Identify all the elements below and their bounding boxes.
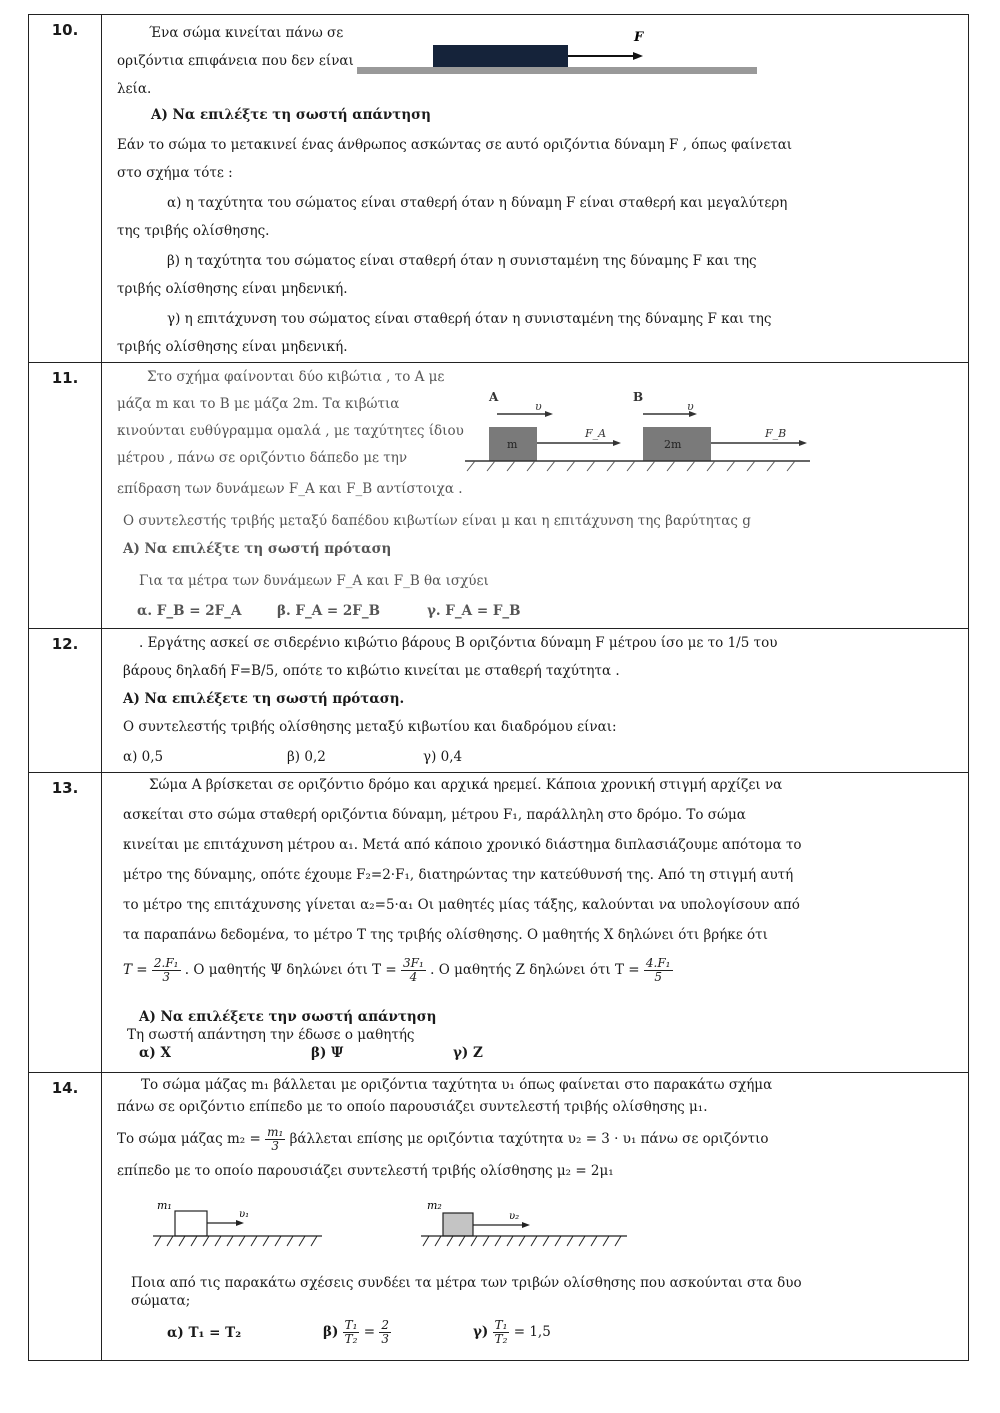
rough-surface <box>357 67 757 74</box>
fraction: $\frac{\text{3F₁}}{4}$ <box>403 956 424 984</box>
m2-label: m₂ <box>427 1199 442 1212</box>
question-number: 10. <box>51 21 79 39</box>
row-divider <box>29 628 968 629</box>
exercise-table: 10. Ένα σώμα κινείται πάνω σε οριζόντια επιφάνεια που δεν είναι λεία. F Α) Να επιλέξτε τη σωστή απάντηση Εάν το σώμα το μετακινεί ένας άνθρωπος ασκώντας σε αυτό οριζόντια δύναμη F , όπως φαίνεται στο σχήμα τότε : α) η ταχύτητα του σώματος είναι σταθερή όταν η δύναμη F είναι σταθερή και μεγαλύτερη της τριβής ολίσθησης. β) η ταχύτητα του σώματος είναι σταθερή όταν η συνισταμένη της δύναμης F και της τριβής ολίσθησης είναι μηδενική. γ) η επιτάχυνση του σώματος είναι σταθερή όταν η συνισταμένη της δύναμης F και της τριβής ολίσθησης είναι μηδενική. 11. Στο σχήμα φαίνονται δύο κιβώτια , το Α με μάζα m και το Β με μάζα 2m. Τα κιβώτια κινούνται ευθύγραμμα ομαλά , με ταχύτητες ίδιου μέτρου , πάνω σε οριζόντιο δάπεδο με την επίδραση των δυνάμεων F_A και F_B αντίστοιχα . A B υ υ m F_A 2m F_B Ο συντελεστής τριβής μεταξύ δαπέδου κιβωτίων είναι μ και η επιτάχυνση της βαρύτητας g Α) Να επιλέξτε τη σωστή πρόταση Για τα μέτρα των δυνάμεων F_A και F_B θα ισχύει α. F_B = 2F_A β. F_A = 2F_B γ. F_A = F_B 12. . Εργάτης ασκεί σε σιδερένιο κιβώτιο βάρους B οριζόντια δύναμη F μέτρου ίσο με το 1/5 του βάρους δηλαδή F=B/5, οπότε το κιβώτιο κινείται με σταθερή ταχύτητα . Α) Να επιλέξετε τη σωστή πρόταση. Ο συντελεστής τριβής ολίσθησης μεταξύ κιβωτίου και διαδρόμου είναι: α) 0,5 β) 0,2 γ) 0,4 13. Σώμα Α βρίσκεται σε οριζόντιο δρόμο και αρχικά ηρεμεί. Κάποια χρονική στιγμή αρχίζει να ασκείται στο σώμα σταθερή οριζόντια δύναμη, μέτρου F₁, παράλληλη στο δρόμο. Το σώμα κινείται με επιτάχυνση μέτρου α₁. Μετά από κάποιο χρονικό διάστημα διπλασιάζουμε απότομα το μέτρο της δύναμης, οπότε έχουμε F₂=2·F₁, διατηρώντας την κατεύθυνσή της. Από τη στιγμή αυτή το μέτρο της επιτάχυνσης γίνεται α₂=5·α₁ Οι μαθητές μίας τάξης, καλούνται να υπολογίσουν από τα παραπάνω δεδομένα, το μέτρο Τ της τριβής ολίσθησης. Ο μαθητής Χ δηλώνει ότι βρήκε ότι T = $\frac{\text{2.F₁}}{3}$ . Ο μαθητής Ψ δηλώνει ότι T = $\frac{\text{3F₁}}{4}$ . Ο μαθητής Ζ δηλώνει ότι T = $\frac{\text{4.F₁}}{5}$ Α) Να επιλέξετε την σωστή απάντηση Τη σωστή απάντηση την έδωσε ο μαθητής α) Χ β) Ψ γ) Ζ 14. Το σώμα μάζας m₁ βάλλεται με οριζόντια ταχύτητα υ₁ όπως φαίνεται στο παρακάτω σχήμα πάνω σε οριζόντιο επίπεδο με το οποίο παρουσιάζει συντελεστή τριβής ολίσθησης μ₁. Το σώμα μάζας m₂ = $\frac{\text{m₁}}{3}$ βάλλεται επίσης με οριζόντια ταχύτητα υ₂ = 3 · υ₁ πάνω σε οριζόντιο επίπεδο με το οποίο παρουσιάζει συντελεστή τριβής ολίσθησης μ₂ = 2μ₁ m₁ υ₁ m₂ υ₂ Ποια από τις παρακάτω σχέσεις συνδέει τα μέτρα των τριβών ολίσθησης που ασκούνται στα δυο σώματα; α) T₁ = T₂ β) $\frac{\text{T₁}}{\text{T₂}}$ = $\frac{2}{3}$ γ) $\frac{\text{T₁}}{\text{T₂}}$ = 1,5 <box>28 14 969 1361</box>
fraction: $\frac{\text{4.F₁}}{5}$ <box>645 956 671 984</box>
fraction: $\frac{\text{T₁}}{\text{T₂}}$ <box>494 1318 508 1346</box>
two-boxes-figure <box>465 385 865 495</box>
force-arrowhead <box>633 52 643 60</box>
force-label-a: F_A <box>585 427 607 440</box>
column-divider <box>101 15 102 1360</box>
force-label-b: F_B <box>765 427 787 440</box>
label-b: B <box>633 390 644 404</box>
question-number: 12. <box>51 635 79 653</box>
question-number: 13. <box>51 779 79 797</box>
row-divider <box>29 1072 968 1073</box>
block <box>433 45 568 67</box>
row-divider <box>29 772 968 773</box>
question-number: 11. <box>51 369 79 387</box>
fraction: $\frac{\text{2.F₁}}{3}$ <box>153 956 179 984</box>
option-b: β) $\frac{\text{T₁}}{\text{T₂}}$ = $\frac{2}{3}$ <box>323 1318 390 1346</box>
box-b-mass: 2m <box>664 438 682 451</box>
fraction: $\frac{\text{T₁}}{\text{T₂}}$ <box>344 1318 358 1346</box>
option-c: γ) $\frac{\text{T₁}}{\text{T₂}}$ = 1,5 <box>473 1318 551 1346</box>
v2-label: υ₂ <box>509 1211 520 1222</box>
v1-label: υ₁ <box>239 1209 250 1220</box>
fraction: $\frac{2}{3}$ <box>381 1318 390 1346</box>
ground-hatch <box>467 461 795 471</box>
label-a: A <box>489 390 499 404</box>
row-divider <box>29 362 968 363</box>
fraction: $\frac{\text{m₁}}{3}$ <box>267 1125 284 1153</box>
answers-line: T = $\frac{\text{2.F₁}}{3}$ . Ο μαθητής Ψ δηλώνει ότι T = $\frac{\text{3F₁}}{4}$ . Ο μαθητής Ζ δηλώνει ότι T = $\frac{\text{4.F₁}}{5}$ <box>123 956 671 984</box>
m1-label: m₁ <box>157 1199 172 1212</box>
velocity-label-a: υ <box>535 400 542 413</box>
body-2 <box>443 1213 473 1236</box>
two-bodies-figure <box>147 1195 637 1257</box>
velocity-label-b: υ <box>687 400 694 413</box>
box-a-mass: m <box>507 438 518 451</box>
force-label: F <box>634 30 644 45</box>
ground-hatch-1 <box>155 1236 317 1246</box>
question-number: 14. <box>51 1079 79 1097</box>
body-1 <box>175 1211 207 1236</box>
block-force-figure <box>351 25 763 80</box>
ground-hatch-2 <box>423 1236 621 1246</box>
